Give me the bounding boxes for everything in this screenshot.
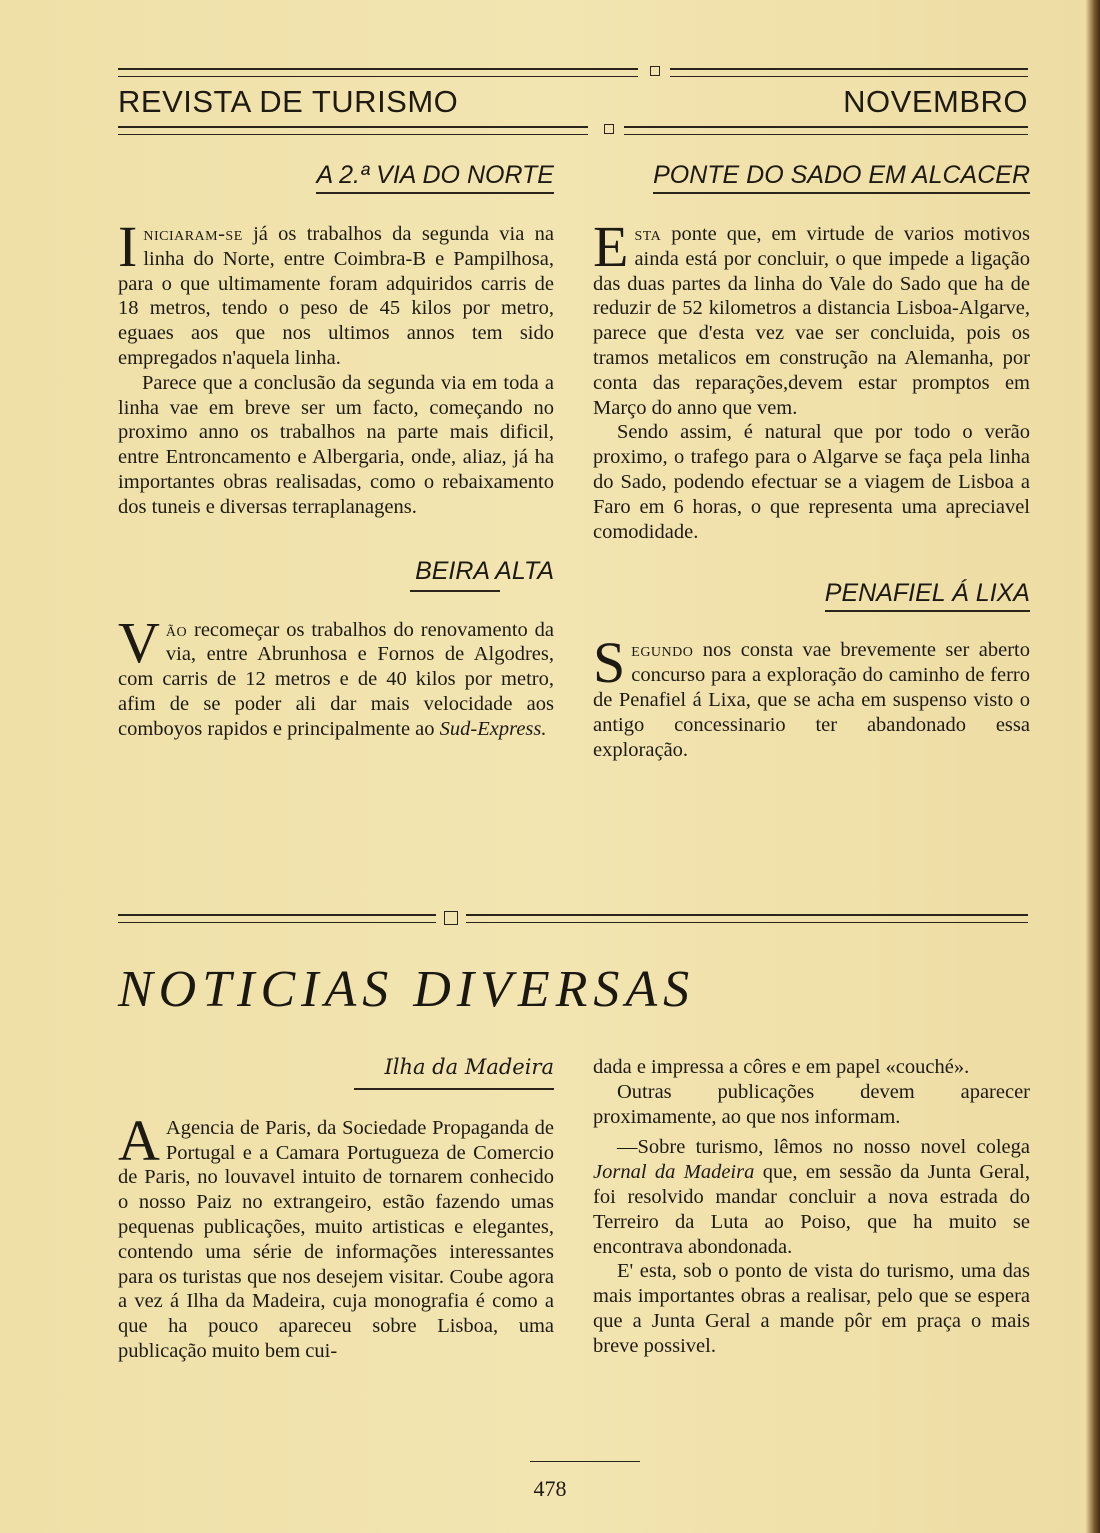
header-bottom-rule — [118, 124, 1028, 136]
article-madeira-p1-cont: dada e impressa a côres e em papel «couché». — [593, 1056, 970, 1078]
section-title-penafiel: PENAFIEL Á LIXA — [593, 578, 1030, 612]
section-title-beira-alta: BEIRA ALTA — [415, 556, 554, 585]
issue-month: NOVEMBRO — [843, 84, 1028, 119]
section-title-via-norte: A 2.ª VIA DO NORTE — [118, 160, 554, 194]
article-ponte-sado-p1: Esta ponte que, em virtude de varios motivos ainda está por concluir, o que impede a ligação das duas partes da linha do Vale do Sado que ha de reduzir de 52 kilometros a distancia Lisboa-Algarve, parece que d'esta vez vae ser concluida, pois os tramos metalicos em construção na Alemanha, por conta das reparações,devem estar promptos em Março do anno que vem. — [593, 214, 1030, 419]
column-left-top — [118, 160, 554, 742]
article-ponte-sado-p2: Sendo assim, é natural que por todo o verão proximo, o trafego para o Algarve se faça pela linha do Sado, podendo efectuar se a viagem de Lisboa a Faro em 6 horas, o que representa uma apreciavel comodidade. — [593, 421, 1030, 543]
page-number-rule — [530, 1461, 640, 1462]
article-madeira-p3: —Sobre turismo, lêmos no nosso novel colega Jornal da Madeira que, em sessão da Junta Geral, foi resolvido mandar concluir a nova estrada do Terreiro da Luta ao Poiso, que ha muito se encontrava abondonada. — [593, 1136, 1030, 1258]
article-madeira-p4: E' esta, sob o ponto de vista do turismo, uma das mais importantes obras a realisar, pelo que se espera que a Junta Geral a mande pôr em praça o mais breve possivel. — [593, 1260, 1030, 1357]
publication-title: REVISTA DE TURISMO — [118, 84, 459, 119]
column-right-bottom — [593, 1055, 1030, 1359]
article-madeira-p2: Outras publicações devem aparecer proximamente, ao que nos informam. — [593, 1080, 1030, 1128]
subtitle-ilha-madeira: Ilha da Madeira — [384, 1055, 554, 1079]
column-right-top — [593, 160, 1030, 762]
header-top-rule — [118, 66, 1028, 78]
article-madeira-p1: A Agencia de Paris, da Sociedade Propaganda de Portugal e a Camara Portugueza de Comercio de Paris, no louvavel intuito de tornarem conhecido o nosso Paiz no extrangeiro, estão fazendo umas pequenas publicações, muito artisticas e elegantes, contendo uma série de informações interessantes para os turistas que nos desejem visitar. Coube agora a vez á Ilha da Madeira, cuja monografia é como a que ha pouco apareceu sobre Lisboa, uma publicação muito bem cui- — [118, 1107, 554, 1362]
section-divider-rule — [118, 912, 1028, 924]
article-via-norte-p2: Parece que a conclusão da segunda via em toda a linha vae em breve ser um facto, começando no proximo anno os trabalhos na parte mais dificil, entre Entroncamento e Albergaria, onde, aliaz, já ha importantes obras realisadas, como o rebaixamento dos tuneis e diversas terraplanagens. — [118, 371, 554, 518]
section-title-ponte-sado: PONTE DO SADO EM ALCACER — [593, 160, 1030, 194]
page-edge — [1086, 0, 1100, 1533]
article-beira-alta-p1: Vão recomeçar os trabalhos do renovamento da via, entre Abrunhosa e Fornos de Algodres, com carris de 12 metros e de 40 kilos por metro, afim de se poder ali dar mais velocidade aos comboyos rapidos e principalmente ao Sud-Express. — [118, 609, 554, 740]
noticias-diversas-title: NOTICIAS DIVERSAS — [118, 961, 696, 1018]
page-number: 478 — [533, 1476, 567, 1501]
article-penafiel-p1: Segundo nos consta vae brevemente ser aberto concurso para a exploração do caminho de ferro de Penafiel á Lixa, que se acha em suspenso visto o antigo concessinario ter abandonado essa exploração. — [593, 630, 1030, 761]
column-left-bottom — [118, 1055, 554, 1364]
article-via-norte-p1: Iniciaram-se já os trabalhos da segunda via na linha do Norte, entre Coimbra-B e Pampilhosa, para o que ultimamente foram adquiridos carris de 18 metros, tendo o peso de 45 kilos por metro, eguaes aos que nos ultimos annos tem sido empregados n'aquela linha. — [118, 214, 554, 369]
